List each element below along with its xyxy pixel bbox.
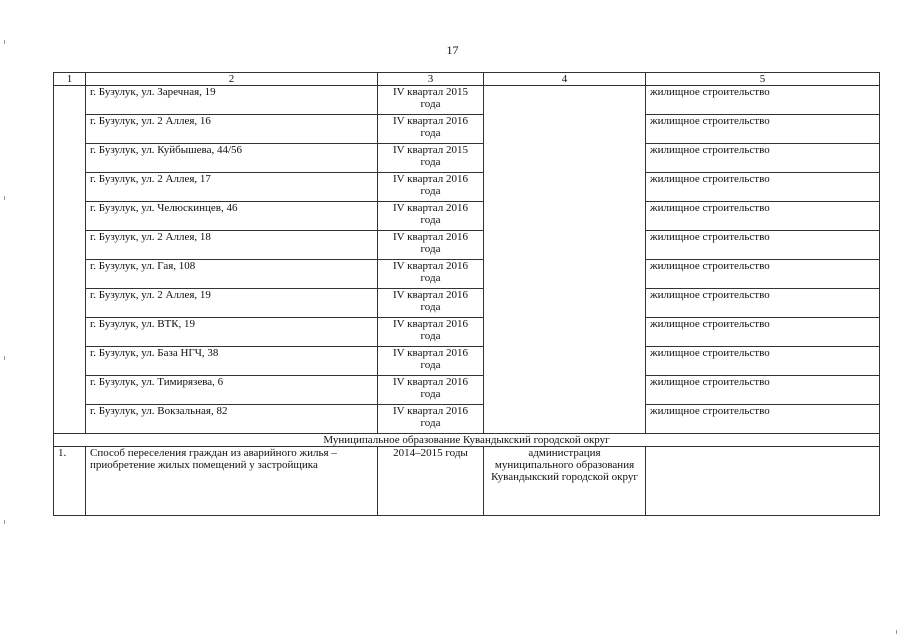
deadline-cell: IV квартал 2016 года: [378, 202, 484, 231]
table-row: [54, 289, 880, 318]
purpose-cell: жилищное строительство: [646, 260, 880, 289]
purpose-cell: жилищное строительство: [646, 318, 880, 347]
address-cell: г. Бузулук, ул. Тимирязева, 6: [86, 376, 378, 405]
address-cell: г. Бузулук, ул. 2 Аллея, 17: [86, 173, 378, 202]
note-cell: [646, 447, 880, 516]
purpose-cell: жилищное строительство: [646, 289, 880, 318]
table-row: [54, 376, 880, 405]
deadline-cell: IV квартал 2016 года: [378, 405, 484, 434]
purpose-cell: жилищное строительство: [646, 86, 880, 115]
executor-cell: администрация муниципального образования Кувандыкский городской округ: [484, 447, 646, 516]
address-cell: г. Бузулук, ул. ВТК, 19: [86, 318, 378, 347]
scan-edge-mark: [896, 630, 897, 634]
section-title: Муниципальное образование Кувандыкский городской округ: [54, 434, 880, 447]
address-cell: г. Бузулук, ул. Гая, 108: [86, 260, 378, 289]
table-row: [54, 260, 880, 289]
purpose-cell: жилищное строительство: [646, 405, 880, 434]
purpose-cell: жилищное строительство: [646, 144, 880, 173]
number-cell: 1.: [54, 447, 86, 516]
relocation-table: [53, 72, 880, 516]
table-row: [54, 347, 880, 376]
executor-cell-empty: [484, 86, 646, 434]
scan-edge-mark: [4, 520, 5, 524]
purpose-cell: жилищное строительство: [646, 347, 880, 376]
address-cell: г. Бузулук, ул. 2 Аллея, 19: [86, 289, 378, 318]
table-row: [54, 231, 880, 260]
header-col-4: 4: [484, 73, 646, 86]
deadline-cell: IV квартал 2016 года: [378, 231, 484, 260]
header-col-2: 2: [86, 73, 378, 86]
deadline-cell: IV квартал 2016 года: [378, 347, 484, 376]
method-cell: Способ переселения граждан из аварийного жилья – приобретение жилых помещений у застройщика: [86, 447, 378, 516]
deadline-cell: IV квартал 2016 года: [378, 376, 484, 405]
scan-edge-mark: [4, 356, 5, 360]
deadline-cell: IV квартал 2015 года: [378, 86, 484, 115]
purpose-cell: жилищное строительство: [646, 173, 880, 202]
table-row: [54, 202, 880, 231]
number-cell-empty: [54, 86, 86, 434]
table-row: [54, 173, 880, 202]
deadline-cell: IV квартал 2016 года: [378, 115, 484, 144]
deadline-cell: IV квартал 2015 года: [378, 144, 484, 173]
table-row: [54, 115, 880, 144]
address-cell: г. Бузулук, ул. Куйбышева, 44/56: [86, 144, 378, 173]
address-cell: г. Бузулук, ул. 2 Аллея, 16: [86, 115, 378, 144]
header-col-5: 5: [646, 73, 880, 86]
deadline-cell: IV квартал 2016 года: [378, 318, 484, 347]
table-row: [54, 318, 880, 347]
purpose-cell: жилищное строительство: [646, 202, 880, 231]
table-header-row: [54, 73, 880, 86]
header-col-3: 3: [378, 73, 484, 86]
scan-edge-mark: [4, 196, 5, 200]
table-row: [54, 447, 880, 516]
purpose-cell: жилищное строительство: [646, 376, 880, 405]
address-cell: г. Бузулук, ул. 2 Аллея, 18: [86, 231, 378, 260]
header-col-1: 1: [54, 73, 86, 86]
table-row: [54, 144, 880, 173]
section-row: [54, 434, 880, 447]
scan-edge-mark: [4, 40, 5, 44]
table-row: [54, 405, 880, 434]
address-cell: г. Бузулук, ул. Заречная, 19: [86, 86, 378, 115]
purpose-cell: жилищное строительство: [646, 115, 880, 144]
deadline-cell: IV квартал 2016 года: [378, 289, 484, 318]
purpose-cell: жилищное строительство: [646, 231, 880, 260]
table-row: [54, 86, 880, 115]
deadline-cell: IV квартал 2016 года: [378, 173, 484, 202]
page-number: 17: [446, 43, 459, 57]
period-cell: 2014–2015 годы: [378, 447, 484, 516]
address-cell: г. Бузулук, ул. Вокзальная, 82: [86, 405, 378, 434]
address-cell: г. Бузулук, ул. База НГЧ, 38: [86, 347, 378, 376]
address-cell: г. Бузулук, ул. Челюскинцев, 46: [86, 202, 378, 231]
deadline-cell: IV квартал 2016 года: [378, 260, 484, 289]
